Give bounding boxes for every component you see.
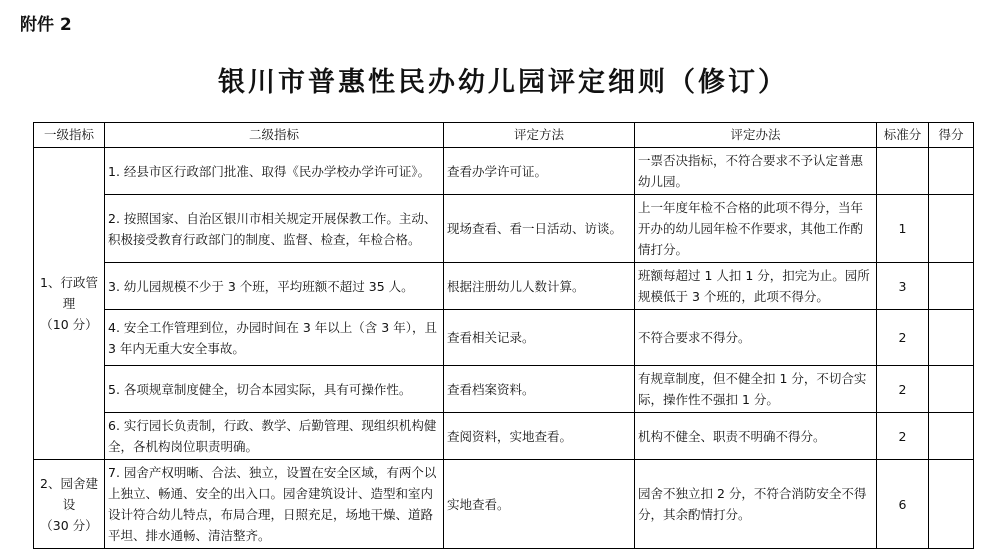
document-title: 银川市普惠性民办幼儿园评定细则（修订） [218, 67, 788, 98]
method-cell: 查阅资料，实地查看。 [444, 413, 635, 460]
table-row [34, 366, 974, 413]
header-score: 标准分 [877, 123, 929, 148]
table-row [34, 310, 974, 366]
rule-cell: 机构不健全、职责不明确不得分。 [635, 413, 877, 460]
got-cell[interactable] [929, 148, 974, 195]
rule-cell: 园舍不独立扣 2 分，不符合消防安全不得分，其余酌情打分。 [635, 460, 877, 549]
attachment-label: 附件 2 [20, 15, 72, 35]
got-cell[interactable] [929, 195, 974, 263]
method-cell: 查看办学许可证。 [444, 148, 635, 195]
score-cell: 2 [877, 366, 929, 413]
table-row [34, 148, 974, 195]
score-cell: 3 [877, 263, 929, 310]
level1-label: 2、园舍建设 [40, 475, 98, 512]
table-row [34, 195, 974, 263]
rule-cell: 班额每超过 1 人扣 1 分，扣完为止。园所规模低于 3 个班的，此项不得分。 [635, 263, 877, 310]
score-cell [877, 148, 929, 195]
header-got: 得分 [929, 123, 974, 148]
level2-cell: 4. 安全工作管理到位，办园时间在 3 年以上（含 3 年），且 3 年内无重大安全事故。 [105, 310, 444, 366]
level1-cell [34, 148, 105, 460]
score-cell: 6 [877, 460, 929, 549]
table-row [34, 413, 974, 460]
score-cell: 2 [877, 310, 929, 366]
criteria-table [33, 122, 974, 549]
table-header-row [34, 123, 974, 148]
level1-label: 1、行政管理 [40, 275, 98, 311]
header-level2: 二级指标 [105, 123, 444, 148]
rule-cell: 不符合要求不得分。 [635, 310, 877, 366]
table-row [34, 460, 974, 549]
got-cell[interactable] [929, 460, 974, 549]
method-cell: 查看相关记录。 [444, 310, 635, 366]
level1-points: （30 分） [40, 517, 98, 533]
rule-cell: 上一年度年检不合格的此项不得分，当年开办的幼儿园年检不作要求，其他工作酌情打分。 [635, 195, 877, 263]
rule-cell: 有规章制度，但不健全扣 1 分，不切合实际，操作性不强扣 1 分。 [635, 366, 877, 413]
method-cell: 查看档案资料。 [444, 366, 635, 413]
method-cell: 实地查看。 [444, 460, 635, 549]
table-row [34, 263, 974, 310]
header-method: 评定方法 [444, 123, 635, 148]
level2-cell: 5. 各项规章制度健全，切合本园实际，具有可操作性。 [105, 366, 444, 413]
got-cell[interactable] [929, 366, 974, 413]
rule-cell: 一票否决指标，不符合要求不予认定普惠幼儿园。 [635, 148, 877, 195]
level1-cell [34, 460, 105, 549]
score-cell: 1 [877, 195, 929, 263]
level2-cell: 1. 经县市区行政部门批准、取得《民办学校办学许可证》。 [105, 148, 444, 195]
got-cell[interactable] [929, 310, 974, 366]
method-cell: 现场查看、看一日活动、访谈。 [444, 195, 635, 263]
level2-cell: 2. 按照国家、自治区银川市相关规定开展保教工作。主动、积极接受教育行政部门的制度、监督、检查，年检合格。 [105, 195, 444, 263]
level1-points: （10 分） [40, 317, 98, 332]
level2-cell: 7. 园舍产权明晰、合法、独立，设置在安全区域，有两个以上独立、畅通、安全的出入口。园舍建筑设计、造型和室内设计符合幼儿特点，布局合理，日照充足，场地干燥、道路平坦、排水通畅、清洁整齐。 [105, 460, 444, 549]
got-cell[interactable] [929, 413, 974, 460]
header-rule: 评定办法 [635, 123, 877, 148]
level2-cell: 6. 实行园长负责制，行政、教学、后勤管理、现组织机构健全，各机构岗位职责明确。 [105, 413, 444, 460]
level2-cell: 3. 幼儿园规模不少于 3 个班，平均班额不超过 35 人。 [105, 263, 444, 310]
header-level1: 一级指标 [34, 123, 105, 148]
method-cell: 根据注册幼儿人数计算。 [444, 263, 635, 310]
got-cell[interactable] [929, 263, 974, 310]
score-cell: 2 [877, 413, 929, 460]
